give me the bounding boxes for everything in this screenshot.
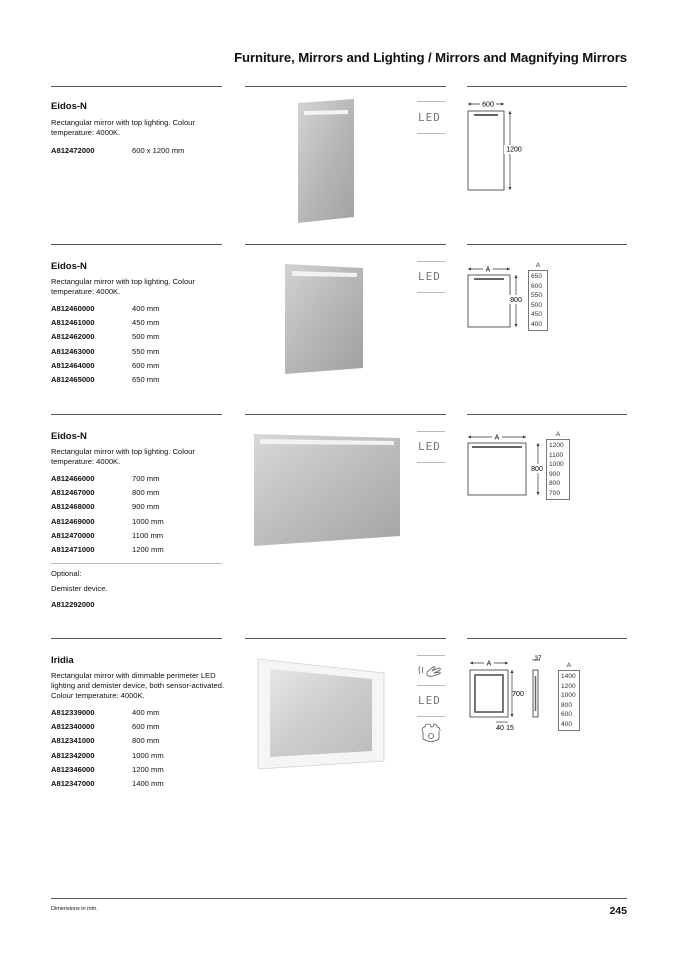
dimension-value: 800 <box>549 480 561 487</box>
product-code: A812342000 <box>51 750 95 760</box>
footer-rule <box>51 898 627 899</box>
product-title: Eidos-N <box>51 101 87 112</box>
section-rule <box>51 244 222 245</box>
section-rule <box>245 414 446 415</box>
product-size: 400 mm <box>132 708 160 717</box>
dimension-value: 700 <box>549 489 561 497</box>
product-code: A812471000 <box>51 544 95 554</box>
dimension-table-header: A <box>555 431 561 438</box>
product-code: A812463000 <box>51 346 95 356</box>
list-item <box>51 502 164 516</box>
product-code-list <box>51 474 164 559</box>
icon-rule <box>417 655 445 656</box>
product-size: 400 mm <box>132 304 160 313</box>
dimension-table <box>558 662 580 731</box>
dimension-value: 650 <box>531 273 543 280</box>
product-title: Eidos-N <box>51 261 87 272</box>
optional-label: Optional: <box>51 569 82 578</box>
dimension-table <box>528 262 548 331</box>
dimension-drawing <box>466 430 546 500</box>
section-rule <box>51 414 222 415</box>
icon-rule <box>417 462 445 463</box>
dimension-value: 1000 <box>561 692 576 699</box>
dimension-drawing <box>466 262 528 332</box>
dimension-value: 800 <box>561 701 573 709</box>
led-icon: LED <box>418 270 441 283</box>
product-description: Rectangular mirror with top lighting. Colour temperature: 4000K. <box>51 277 195 296</box>
dimension-label: 37 <box>534 655 542 662</box>
list-item <box>51 375 159 389</box>
product-size: 600 mm <box>132 360 160 370</box>
section-rule <box>245 638 446 639</box>
product-size: 1400 mm <box>132 778 164 788</box>
dimension-value: 1000 <box>549 461 564 468</box>
dimension-drawing <box>466 654 556 734</box>
demister-icon <box>419 721 443 745</box>
dimension-value: 450 <box>531 311 543 318</box>
optional-rule <box>51 563 222 564</box>
list-item <box>51 531 164 545</box>
footer-note: Dimensions in mm. <box>51 906 98 912</box>
optional-code: A812292000 <box>51 600 95 609</box>
product-code: A812461000 <box>51 318 95 328</box>
list-item <box>51 517 164 531</box>
dimension-label: 600 <box>482 101 494 109</box>
list-item <box>51 361 159 375</box>
dimension-value: 600 <box>561 711 573 718</box>
list-item <box>51 318 159 332</box>
list-item <box>51 347 159 361</box>
dimension-table-header: A <box>566 662 572 669</box>
product-size: 600 x 1200 mm <box>132 146 185 155</box>
list-item <box>51 779 164 793</box>
product-size: 500 mm <box>132 332 160 342</box>
product-code: A812469000 <box>51 516 95 526</box>
product-size: 1100 mm <box>132 530 164 540</box>
list-item <box>51 304 159 318</box>
icon-rule <box>417 685 445 686</box>
product-code: A812464000 <box>51 360 95 370</box>
optional-description: Demister device. <box>51 584 108 593</box>
dimension-table-header: A <box>535 262 541 269</box>
product-code: A812470000 <box>51 530 95 540</box>
list-item <box>51 545 164 559</box>
product-description: Rectangular mirror with top lighting. Colour temperature: 4000K. <box>51 447 195 466</box>
list-item <box>51 332 159 346</box>
product-size: 450 mm <box>132 318 160 328</box>
product-code: A812465000 <box>51 374 95 384</box>
section-rule <box>51 86 222 87</box>
dimension-value: 1200 <box>561 682 576 690</box>
product-code: A812467000 <box>51 488 95 498</box>
dimension-value: 600 <box>531 282 543 290</box>
product-code: A812341000 <box>51 736 95 746</box>
list-item <box>51 751 164 765</box>
product-image <box>252 432 402 548</box>
icon-rule <box>417 133 445 134</box>
icon-rule <box>417 101 445 102</box>
dimension-table <box>546 431 570 500</box>
product-size: 700 mm <box>132 474 160 483</box>
section-rule <box>467 414 627 415</box>
product-size: 600 mm <box>132 722 160 732</box>
led-icon: LED <box>418 694 441 707</box>
product-size: 800 mm <box>132 736 160 746</box>
product-image <box>296 97 356 225</box>
product-code: A812472000 <box>51 146 95 155</box>
dimension-label: 800 <box>531 466 543 473</box>
list-item <box>51 722 164 736</box>
dimension-label: 700 <box>512 691 524 698</box>
dimension-value: 900 <box>549 470 561 478</box>
product-image <box>283 262 365 376</box>
product-code-list <box>51 146 184 160</box>
list-item <box>51 765 164 779</box>
dimension-value: 550 <box>531 292 543 299</box>
product-size: 1000 mm <box>132 516 164 526</box>
icon-rule <box>417 261 445 262</box>
dimension-value: 1100 <box>549 451 564 459</box>
product-size: 1000 mm <box>132 750 164 760</box>
product-image <box>256 657 386 771</box>
icon-rule <box>417 431 445 432</box>
list-item <box>51 708 164 722</box>
dimension-value: 1400 <box>561 673 576 680</box>
led-icon: LED <box>418 440 441 453</box>
product-code-list <box>51 304 159 389</box>
list-item <box>51 474 164 488</box>
product-title: Iridia <box>51 655 74 666</box>
dimension-value: 400 <box>561 720 573 728</box>
dimension-label: 15 <box>506 725 514 732</box>
product-code: A812468000 <box>51 502 95 512</box>
product-size: 550 mm <box>132 346 160 356</box>
product-code: A812340000 <box>51 722 95 732</box>
page-number: 245 <box>609 905 627 917</box>
dimension-label: 40 <box>496 725 504 732</box>
icon-rule <box>417 292 445 293</box>
product-description: Rectangular mirror with top lighting. Colour temperature: 4000K. <box>51 118 195 137</box>
dimension-value: 1200 <box>549 442 564 449</box>
dimension-label: A <box>485 266 491 274</box>
section-rule <box>245 244 446 245</box>
section-rule <box>245 86 446 87</box>
product-code: A812347000 <box>51 778 95 788</box>
dimension-label: 1200 <box>506 146 522 154</box>
product-description: Rectangular mirror with dimmable perimeter LED lighting and demister device, both sensor-activated. Colour temperature: 4000K. <box>51 671 225 700</box>
dimension-label: 800 <box>510 297 522 304</box>
section-rule <box>467 244 627 245</box>
hand-sensor-icon <box>417 660 445 680</box>
product-code-list <box>51 708 164 793</box>
product-size: 650 mm <box>132 374 160 384</box>
section-rule <box>467 86 627 87</box>
dimension-value: 500 <box>531 301 543 309</box>
product-code: A812346000 <box>51 764 95 774</box>
dimension-label: A <box>494 434 500 442</box>
section-rule <box>467 638 627 639</box>
product-code: A812462000 <box>51 332 95 342</box>
list-item <box>51 736 164 750</box>
product-size: 1200 mm <box>132 544 164 554</box>
product-size: 800 mm <box>132 488 160 498</box>
dimension-drawing <box>466 100 536 195</box>
list-item <box>51 146 184 160</box>
dimension-value: 400 <box>531 320 543 328</box>
icon-rule <box>417 716 445 717</box>
dimension-label: A <box>486 660 492 668</box>
product-code: A812466000 <box>51 474 95 483</box>
section-rule <box>51 638 222 639</box>
led-icon: LED <box>418 111 441 124</box>
product-title: Eidos-N <box>51 431 87 442</box>
product-code: A812339000 <box>51 708 95 717</box>
list-item <box>51 488 164 502</box>
product-size: 1200 mm <box>132 764 164 774</box>
page-title: Furniture, Mirrors and Lighting / Mirrors and Magnifying Mirrors <box>234 50 627 65</box>
product-size: 900 mm <box>132 502 160 512</box>
product-code: A812460000 <box>51 304 95 313</box>
